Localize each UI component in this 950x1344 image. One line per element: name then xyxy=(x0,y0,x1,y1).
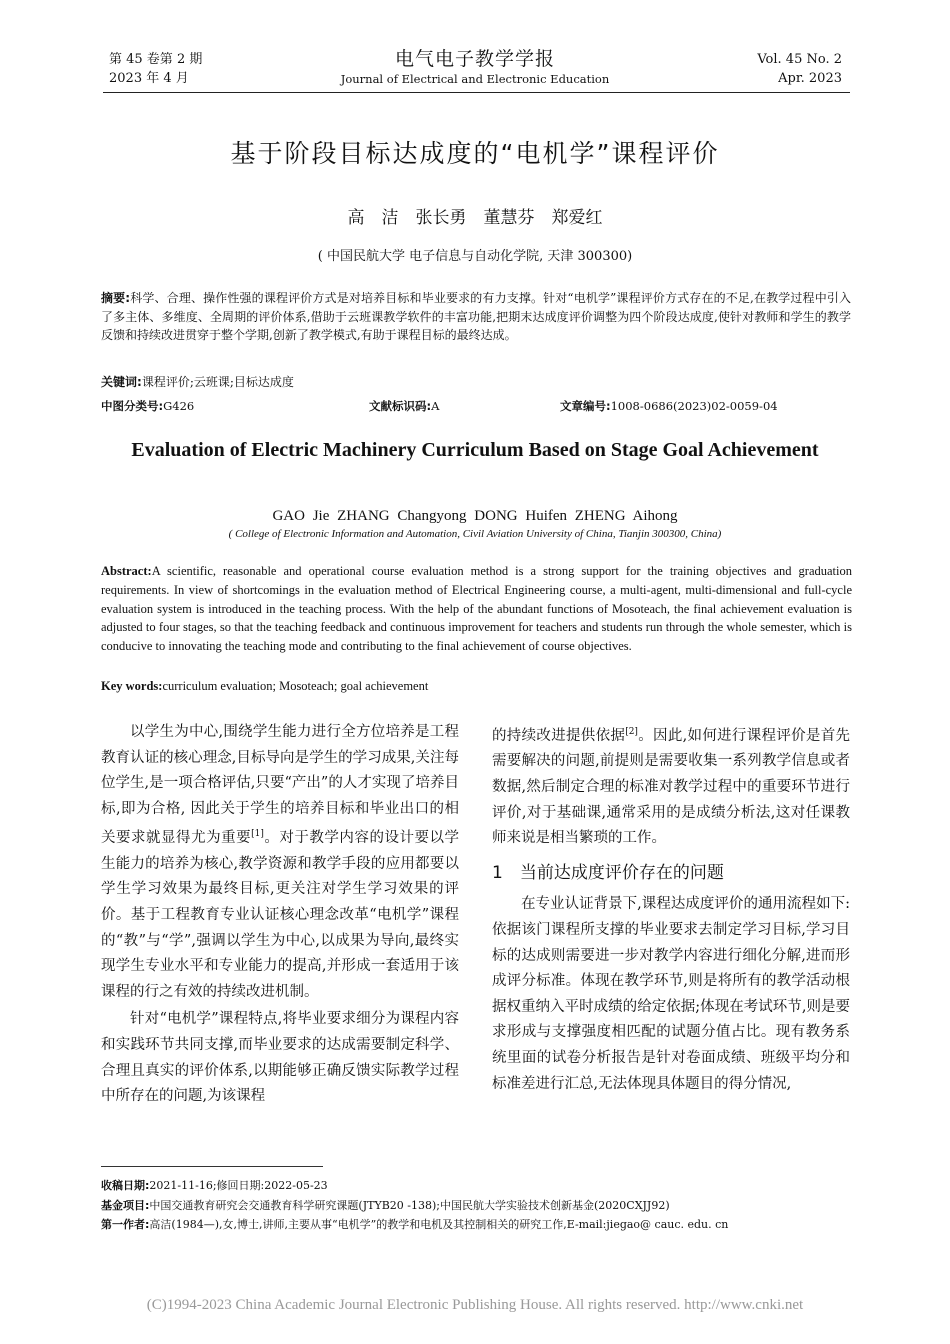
keywords-cn-text: 课程评价;云班课;目标达成度 xyxy=(141,375,294,389)
keywords-en-text: curriculum evaluation; Mosoteach; goal achievement xyxy=(162,679,429,693)
volume-issue-en: Vol. 45 No. 2 xyxy=(757,52,842,67)
article-number-value: 1008-0686(2023)02-0059-04 xyxy=(610,399,778,413)
footnote-author xyxy=(101,1215,851,1235)
received-label: 收稿日期: xyxy=(101,1179,150,1192)
header-rule xyxy=(103,92,850,93)
fund-text: 中国交通教育研究会交通教育科学研究课题(JTYB20 -138);中国民航大学实验技术创新基金(2020CXJJ92) xyxy=(149,1198,670,1212)
document-code-value: A xyxy=(431,399,440,413)
keywords-cn xyxy=(101,373,851,392)
footnote-rule xyxy=(101,1166,323,1167)
abstract-cn-label: 摘要: xyxy=(101,291,131,305)
abstract-en xyxy=(101,562,852,656)
authors: 高 洁 张长勇 董慧芬 郑爱红 xyxy=(347,208,603,228)
date-en: Apr. 2023 xyxy=(778,71,842,86)
keywords-cn-label: 关键词: xyxy=(101,375,142,389)
journal-title-cn: 电气电子教学学报 xyxy=(394,48,555,70)
body-text: 。对于教学内容的设计要以学生能力的培养为核心,教学资源和教学手段的应用都要以学生学习效果为最终目标,更关注对学生学习效果的评价。基于工程教育专业认证核心理念改革“电机学”课程的“教”与“学”,强调以学生为中心,以成果为导向,最终实现学生专业水平和专业能力的提高,并形成一套适用于该课程的行之有效的持续改进机制。 xyxy=(101,830,459,1000)
body-paragraph: 针对“电机学”课程特点,将毕业要求细分为课程内容和实践环节共同支撑,而毕业要求的达成需要制定科学、合理且真实的评价体系,以期能够正确反馈实际教学过程中所存在的问题,为该课程 xyxy=(101,1011,459,1105)
abstract-cn xyxy=(101,289,851,345)
body-text: 的持续改进提供依据 xyxy=(492,727,626,744)
citation-1: [1] xyxy=(251,829,264,840)
abstract-cn-text: 科学、合理、操作性强的课程评价方式是对培养目标和毕业要求的有力支撑。针对“电机学”课程评价方式存在的不足,在教学过程中引入了多主体、多维度、全周期的评价体系,借助于云班课教学软件的丰富功能,把期末达成度评价调整为四个阶段达成度,使针对教师和学生的教学反馈和持续改进贯穿于整个学期,创新了教学模式,有助于课程目标的最终达成。 xyxy=(101,291,851,342)
body-paragraph xyxy=(492,720,850,852)
received-text: 2021-11-16;修回日期:2022-05-23 xyxy=(149,1179,328,1192)
document-code xyxy=(369,398,439,414)
footnotes xyxy=(101,1176,851,1235)
journal-title-en: Journal of Electrical and Electronic Education xyxy=(340,72,610,86)
keywords-en xyxy=(101,677,852,696)
classification-number xyxy=(101,398,194,414)
body-left-column xyxy=(101,720,459,1110)
copyright-watermark: (C)1994-2023 China Academic Journal Electronic Publishing House. All rights reserved. http://www.cnki.net xyxy=(146,1297,804,1313)
author-label: 第一作者: xyxy=(101,1218,150,1231)
body-text: 以学生为中心,围绕学生能力进行全方位培养是工程教育认证的核心理念,目标导向是学生的学习成果,关注每位学生,是一项合格评估,只要“产出”的人才实现了培养目标,即为合格, 因此关于学生的培养目标和毕业出口的相关要求就显得尤为重要 xyxy=(101,724,459,847)
paper-title: 基于阶段目标达成度的“电机学”课程评价 xyxy=(230,139,720,168)
english-authors: GAO Jie ZHANG Changyong DONG Huifen ZHENG Aihong xyxy=(272,508,678,524)
section-heading-1: 1 当前达成度评价存在的问题 xyxy=(492,862,724,883)
date-cn: 2023 年 4 月 xyxy=(109,71,189,86)
volume-issue-cn: 第 45 卷第 2 期 xyxy=(109,52,203,67)
keywords-en-label: Key words: xyxy=(101,679,163,693)
body-right-column xyxy=(492,720,850,1097)
classification-label: 中图分类号: xyxy=(101,399,164,413)
classification-value: G426 xyxy=(163,399,195,413)
footnote-received xyxy=(101,1176,851,1196)
affiliation: ( 中国民航大学 电子信息与自动化学院, 天津 300300) xyxy=(317,249,633,264)
body-text: 。因此,如何进行课程评价是首先需要解决的问题,前提则是需要收集一系列教学信息或者数据,然后制定合理的标准对教学过程中的重要环节进行评价,对于基础课,通常采用的是成绩分析法,这对任课教师来说是相当繁琐的工作。 xyxy=(492,727,851,847)
citation-2: [2] xyxy=(625,727,638,737)
english-title: Evaluation of Electric Machinery Curriculum Based on Stage Goal Achievement xyxy=(131,439,819,461)
footnote-fund xyxy=(101,1196,851,1216)
abstract-en-text: A scientific, reasonable and operational course evaluation method is a strong support for the training objectives and graduation requirements. In view of shortcomings in the evaluation method of Electrical Engineering course, a multi-agent, multi-dimensional and full-cycle evaluation system is introduced in the teaching process. With the help of the abundant functions of Mosoteach, the final achievement evaluation is adjusted to four stages, so that the teaching feedback and continuous improvement for teachers and students run through the whole semester, which is conducive to innovating the teaching mode and contributing to the final achievement of course objectives. xyxy=(101,564,852,654)
body-paragraph xyxy=(101,720,459,1005)
author-text: 高洁(1984—),女,博士,讲师,主要从事“电机学”的教学和电机及其控制相关的研究工作,E-mail:jiegao@ cauc. edu. cn xyxy=(149,1218,729,1231)
fund-label: 基金项目: xyxy=(101,1198,150,1212)
header-right xyxy=(757,50,842,88)
article-number xyxy=(560,398,778,414)
article-number-label: 文章编号: xyxy=(560,399,611,413)
body-paragraph: 在专业认证背景下,课程达成度评价的通用流程如下:依据该门课程所支撑的毕业要求去制定学习目标,学习目标的达成则需要进一步对教学内容进行细化分解,进而形成评分标准。体现在教学环节,则是将所有的教学活动根据权重纳入平时成绩的给定依据;体现在考试环节,则是要求形成与支撑强度相匹配的试题分值占比。现有教务系统里面的试卷分析报告是针对卷面成绩、班级平均分和标准差进行汇总,无法体现具体题目的得分情况, xyxy=(492,896,850,1092)
abstract-en-label: Abstract: xyxy=(101,564,152,578)
english-affiliation: ( College of Electronic Information and Automation, Civil Aviation University of China, Tianjin 300300, China) xyxy=(228,528,722,540)
document-code-label: 文献标识码: xyxy=(369,399,432,413)
